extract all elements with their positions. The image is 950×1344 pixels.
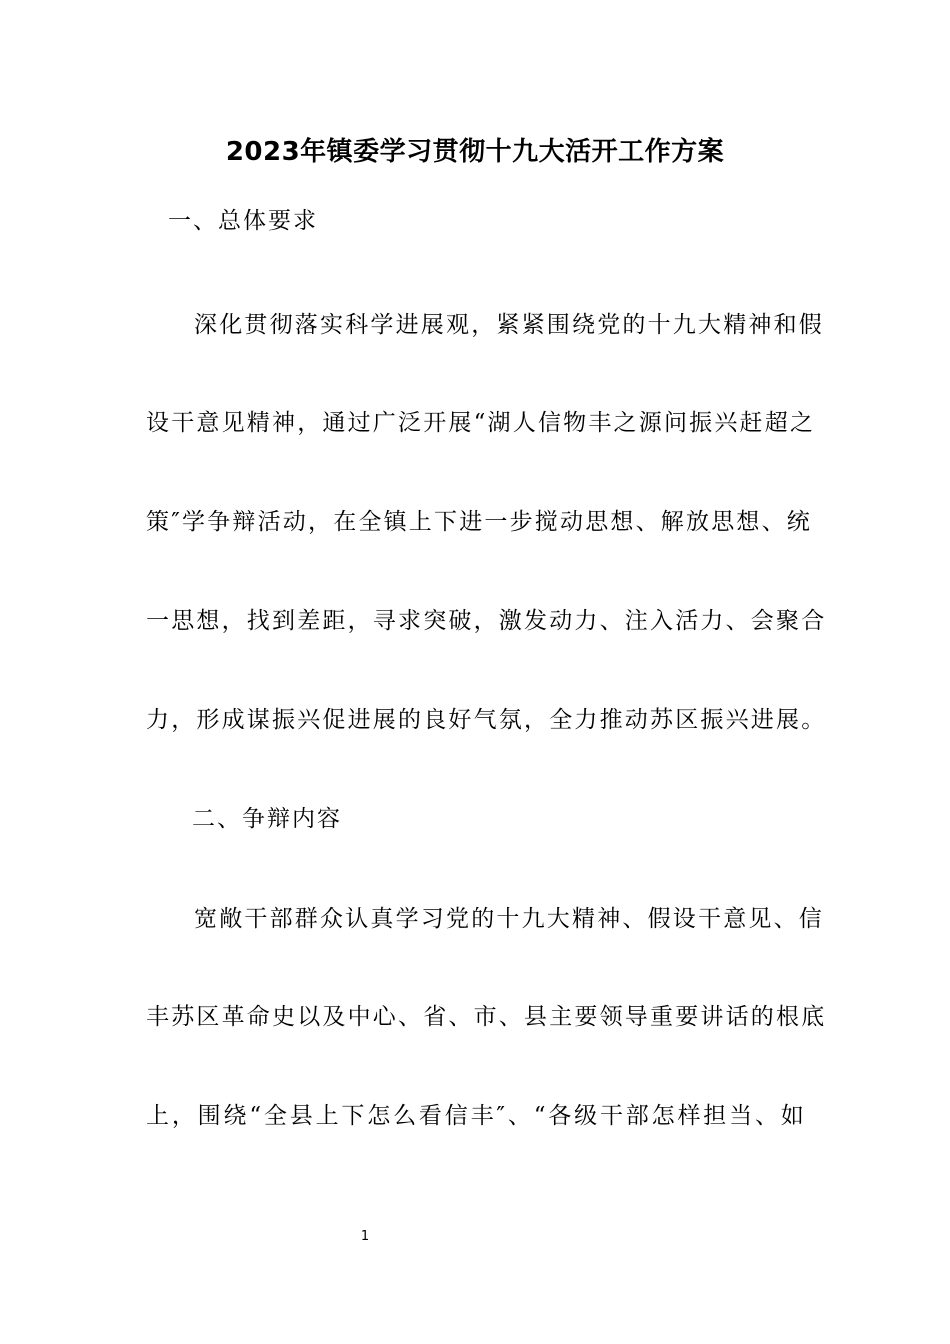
paragraph-line: 丰苏区革命史以及中心、省、市、县主要领导重要讲话的根底: [146, 1004, 827, 1030]
paragraph-line: 策″学争辩活动，在全镇上下进一步搅动思想、解放思想、统: [146, 509, 812, 535]
paragraph-line: 力，形成谋振兴促进展的良好气氛，全力推动苏区振兴进展。: [146, 707, 827, 733]
paragraph-line: 宽敞干部群众认真学习党的十九大精神、假设干意见、信: [194, 906, 824, 932]
paragraph-line: 上，围绕“全县上下怎么看信丰″、“各级干部怎样担当、如: [146, 1103, 806, 1129]
paragraph-line: 一思想，找到差距，寻求突破，激发动力、注入活力、会聚合: [146, 608, 827, 634]
section-heading-1: 一、总体要求: [168, 208, 318, 234]
document-title: 2023年镇委学习贯彻十九大活开工作方案: [225, 137, 725, 167]
paragraph-line: 深化贯彻落实科学进展观，紧紧围绕党的十九大精神和假: [194, 312, 824, 338]
paragraph-line: 设干意见精神，通过广泛开展“湖人信物丰之源问振兴赶超之: [146, 410, 816, 436]
section-heading-2: 二、争辩内容: [192, 806, 342, 832]
page-number: 1: [360, 1229, 370, 1244]
